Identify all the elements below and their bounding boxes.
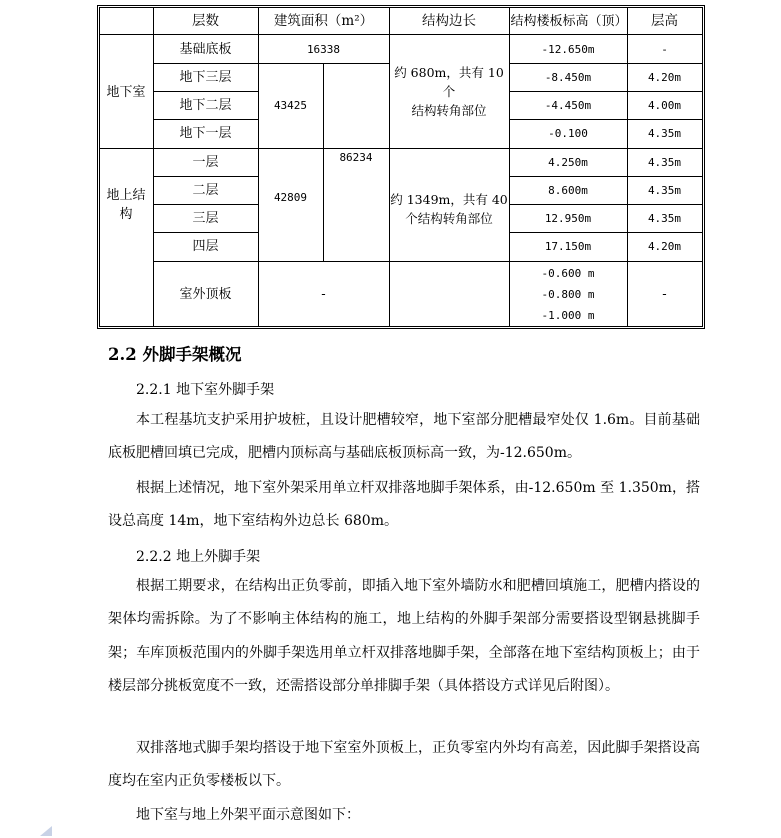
elevation-roof-line: -1.000 m bbox=[541, 308, 595, 322]
level-cell: 地下三层 bbox=[179, 69, 232, 85]
height-cell: - bbox=[661, 42, 668, 56]
section-title: 2.2 外脚手架概况 bbox=[108, 345, 242, 364]
height-cell: 4.20m bbox=[647, 70, 682, 84]
area-total: 86234 bbox=[339, 150, 373, 164]
group-above-line-2: 构 bbox=[119, 207, 133, 222]
area-foundation: 16338 bbox=[306, 42, 341, 56]
level-cell: 二层 bbox=[192, 182, 219, 198]
height-roof: - bbox=[662, 286, 667, 302]
page-corner-icon bbox=[40, 826, 52, 836]
paragraph: 根据上述情况，地下室外架采用单立杆双排落地脚手架体系，由-12.650m 至 1.350m，搭设总高度 14m，地下室结构外边总长 680m。 bbox=[108, 480, 700, 530]
group-basement: 地下室 bbox=[106, 84, 146, 100]
header-level: 层数 bbox=[192, 12, 219, 29]
area-roof: - bbox=[321, 286, 326, 302]
level-cell: 地下二层 bbox=[179, 97, 232, 113]
elevation-cell: 17.150m bbox=[544, 240, 592, 253]
level-cell: 一层 bbox=[192, 154, 219, 170]
edge-basement-line-2: 结构转角部位 bbox=[411, 103, 487, 118]
elevation-roof bbox=[509, 261, 627, 327]
level-cell: 三层 bbox=[192, 210, 219, 226]
elevation-roof-line: -0.600 m bbox=[541, 266, 595, 280]
level-cell: 基础底板 bbox=[179, 41, 232, 57]
elevation-roof-line: -0.800 m bbox=[541, 287, 595, 301]
paragraph: 本工程基坑支护采用护坡桩，且设计肥槽较窄，地下室部分肥槽最窄处仅 1.6m。目前基础底板肥槽回填已完成，肥槽内顶标高与基础底板顶标高一致，为-12.650m。 bbox=[108, 412, 700, 462]
level-cell: 四层 bbox=[192, 239, 219, 254]
height-cell: 4.35m bbox=[647, 183, 682, 197]
elevation-cell: -12.650m bbox=[541, 42, 595, 56]
elevation-cell: 8.600m bbox=[548, 183, 588, 197]
edge-above-line-2: 个结构转角部位 bbox=[405, 210, 493, 226]
group-above-ground bbox=[99, 149, 153, 261]
area-basement: 43425 bbox=[273, 99, 308, 112]
header-elevation: 结构楼板标高（顶） bbox=[510, 13, 628, 29]
elevation-cell: 4.250m bbox=[548, 155, 588, 169]
height-cell: 4.20m bbox=[647, 240, 682, 253]
header-area: 建筑面积（m²） bbox=[273, 12, 374, 29]
subsection-title-basement: 2.2.1 地下室外脚手架 bbox=[136, 382, 275, 398]
edge-above-ground bbox=[389, 148, 509, 261]
paragraph: 地下室与地上外架平面示意图如下： bbox=[136, 807, 360, 823]
subsection-title-above-ground: 2.2.2 地上外脚手架 bbox=[136, 549, 261, 565]
paragraph: 双排落地式脚手架均搭设于地下室室外顶板上，正负零室内外均有高差，因此脚手架搭设高度均在室内正负零楼板以下。 bbox=[108, 740, 700, 790]
edge-roof bbox=[389, 261, 509, 327]
header-edge: 结构边长 bbox=[422, 12, 476, 29]
header-height: 层高 bbox=[651, 12, 678, 29]
level-cell-roof: 室外顶板 bbox=[179, 286, 232, 302]
level-cell: 地下一层 bbox=[179, 126, 232, 141]
floor-data-table bbox=[97, 5, 705, 329]
elevation-cell: 12.950m bbox=[544, 211, 592, 225]
elevation-cell: -0.100 bbox=[548, 127, 588, 140]
area-above-ground: 42809 bbox=[273, 191, 308, 204]
height-cell: 4.00m bbox=[647, 98, 682, 112]
edge-basement-line-1: 约 680m，共有 10 个 bbox=[394, 65, 504, 99]
edge-above-line-1: 约 1349m，共有 40 bbox=[390, 191, 508, 207]
group-above-line-1: 地上结 bbox=[106, 188, 146, 203]
elevation-cell: -4.450m bbox=[544, 98, 592, 112]
height-cell: 4.35m bbox=[647, 127, 682, 140]
elevation-cell: -8.450m bbox=[544, 70, 592, 84]
height-cell: 4.35m bbox=[647, 211, 682, 225]
edge-basement bbox=[389, 35, 509, 148]
height-cell: 4.35m bbox=[647, 155, 682, 169]
paragraph: 根据工期要求，在结构出正负零前，即插入地下室外墙防水和肥槽回填施工，肥槽内搭设的架体均需拆除。为了不影响主体结构的施工，地上结构的外脚手架部分需要搭设型钢悬挑脚手架；车库顶板范围内的外脚手架选用单立杆双排落地脚手架，全部落在地下室结构顶板上；由于楼层部分挑板宽度不一致，还需搭设部分单排脚手架（具体搭设方式详见后附图）。 bbox=[108, 578, 700, 694]
